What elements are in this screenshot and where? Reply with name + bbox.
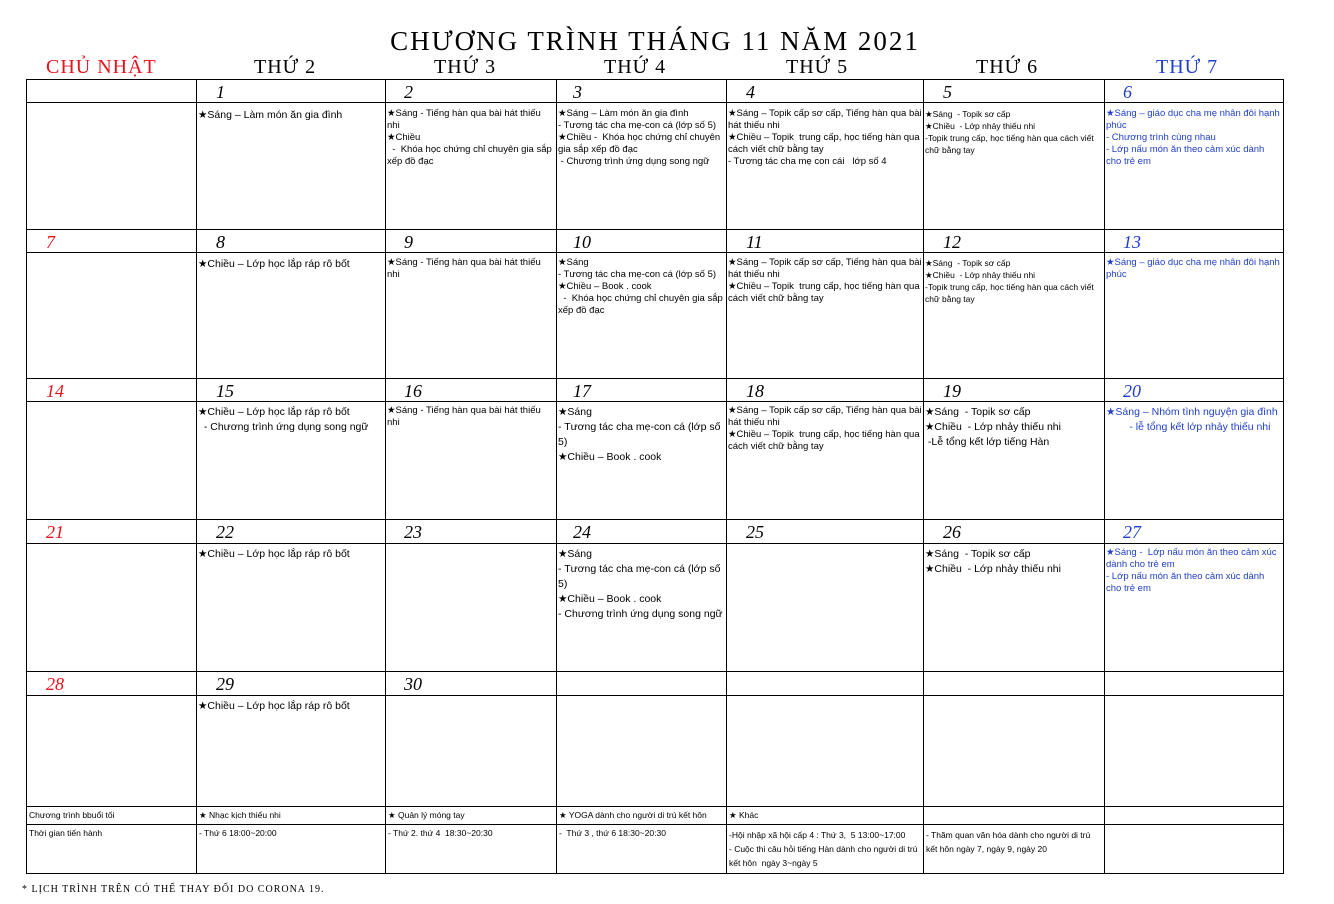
day-number: 28 <box>46 674 64 694</box>
weekday-thursday: THỨ 5 <box>786 56 849 78</box>
day-number: 10 <box>573 232 591 252</box>
event-text: ★Sáng - Lớp nấu món ăn theo cảm xúc dành cho trẻ em - Lớp nấu món ăn theo cảm xúc dành cho trẻ em <box>1106 547 1277 594</box>
day-number: 19 <box>943 381 961 401</box>
schedule-item: -Hội nhập xã hội cấp 4 : Thứ 3, 5 13:00~17:00 - Cuộc thi câu hỏi tiếng Hàn dành cho người di trú kết hôn ngày 3~ngày 5 <box>729 830 918 868</box>
day-number: 25 <box>746 522 764 542</box>
event-text: ★Sáng – Làm món ăn gia đình - Tương tác cha mẹ-con cá (lớp số 5) ★Chiều - Khóa học chứng chỉ chuyên gia sắp xếp đồ đạc - Chương trình ứng dụng song ngữ <box>558 108 721 167</box>
day-number: 30 <box>404 674 422 694</box>
day-number: 1 <box>216 82 225 102</box>
event-text: ★Sáng - Tương tác cha mẹ-con cá (lớp số 5) ★Chiều – Book . cook - Khóa học chứng chỉ chuyên gia sắp xếp đồ đạc <box>558 257 723 316</box>
weekday-sunday: CHỦ NHẬT <box>46 56 157 78</box>
day-number: 5 <box>943 82 952 102</box>
day-number: 24 <box>573 522 591 542</box>
grid-line <box>26 695 1284 696</box>
grid-line <box>26 806 1284 807</box>
event-text: ★Sáng - Tiếng hàn qua bài hát thiếu nhi <box>387 257 544 280</box>
event-text: ★Sáng - Tiếng hàn qua bài hát thiếu nhi <box>387 405 544 428</box>
grid-line <box>26 229 1284 230</box>
event-text: ★Sáng – giáo dục cha mẹ nhân đôi hạnh phúc <box>1106 257 1283 280</box>
event-text: ★Sáng – Nhóm tình nguyện gia đình - lễ tổng kết lớp nhảy thiếu nhi <box>1106 406 1278 433</box>
grid-line <box>923 79 924 874</box>
evening-item: ★ Khác <box>729 810 759 820</box>
event-text: ★Chiều – Lớp học lắp ráp rô bốt <box>198 548 350 560</box>
day-number: 26 <box>943 522 961 542</box>
day-number: 17 <box>573 381 591 401</box>
grid-line <box>1283 79 1284 874</box>
event-text: ★Sáng – Topik cấp sơ cấp, Tiếng hàn qua bài hát thiếu nhi ★Chiều – Topik trung cấp, học tiếng hàn qua cách viết chữ bằng tay - Tương tác cha mẹ con cái lớp số 4 <box>728 108 922 167</box>
day-number: 4 <box>746 82 755 102</box>
footnote: * LỊCH TRÌNH TRÊN CÓ THỂ THAY ĐỔI DO CORONA 19. <box>22 884 325 895</box>
grid-line <box>26 873 1284 874</box>
weekday-tuesday: THỨ 3 <box>434 56 497 78</box>
day-number: 7 <box>46 232 55 252</box>
day-number: 23 <box>404 522 422 542</box>
evening-item: ★ Nhạc kịch thiếu nhi <box>199 810 281 820</box>
grid-line <box>26 519 1284 520</box>
day-number: 21 <box>46 522 64 542</box>
day-number: 11 <box>746 232 763 252</box>
day-number: 3 <box>573 82 582 102</box>
event-text: ★Sáng – Topik cấp sơ cấp, Tiếng hàn qua bài hát thiếu nhi ★Chiều – Topik trung cấp, học tiếng hàn qua cách viết chữ bằng tay <box>728 405 922 452</box>
schedule-item: - Thứ 2. thứ 4 18:30~20:30 <box>388 828 493 838</box>
grid-line <box>1104 79 1105 874</box>
grid-line <box>26 401 1284 402</box>
calendar-grid <box>26 79 1284 874</box>
evening-item: ★ YOGA dành cho người di trú kết hôn <box>559 810 707 820</box>
schedule-item: - Thăm quan văn hóa dành cho người di trú kết hôn ngày 7, ngày 9, ngày 20 <box>926 830 1093 854</box>
event-text: ★Sáng - Topik sơ cấp ★Chiều - Lớp nhảy thiếu nhi -Topik trung cấp, học tiếng hàn qua cách viết chữ bằng tay <box>925 258 1094 304</box>
grid-line <box>26 824 1284 825</box>
day-number: 22 <box>216 522 234 542</box>
weekday-monday: THỨ 2 <box>254 56 317 78</box>
weekday-saturday: THỨ 7 <box>1156 56 1219 78</box>
day-number: 12 <box>943 232 961 252</box>
day-number: 29 <box>216 674 234 694</box>
evening-item: ★ Quản lý móng tay <box>388 810 465 820</box>
day-number: 2 <box>404 82 413 102</box>
event-text: ★Sáng – Làm món ăn gia đình <box>198 109 343 121</box>
day-number: 9 <box>404 232 413 252</box>
event-text: ★Sáng – giáo dục cha mẹ nhân đôi hạnh phúc - Chương trình cùng nhau - Lớp nấu món ăn theo cảm xúc dành cho trẻ em <box>1106 108 1280 167</box>
event-text: ★Chiều – Lớp học lắp ráp rô bốt - Chương trình ứng dụng song ngữ <box>198 406 369 433</box>
event-text: ★Sáng - Tương tác cha mẹ-con cá (lớp số 5) ★Chiều – Book . cook <box>558 406 721 463</box>
schedule-item: - Thứ 6 18:00~20:00 <box>199 828 277 838</box>
schedule-item: - Thứ 3 , thứ 6 18:30~20:30 <box>559 828 666 838</box>
day-number: 16 <box>404 381 422 401</box>
event-text: ★Sáng - Tương tác cha mẹ-con cá (lớp số 5) ★Chiều – Book . cook - Chương trình ứng dụng song ngữ <box>558 548 723 620</box>
grid-line <box>26 102 1284 103</box>
grid-line <box>26 378 1284 379</box>
grid-line <box>385 79 386 874</box>
weekday-friday: THỨ 6 <box>976 56 1039 78</box>
grid-line <box>556 79 557 874</box>
day-number: 27 <box>1123 522 1141 542</box>
grid-line <box>26 671 1284 672</box>
grid-line <box>26 79 27 874</box>
day-number: 6 <box>1123 82 1132 102</box>
event-text: ★Chiều – Lớp học lắp ráp rô bốt <box>198 258 350 270</box>
weekday-wednesday: THỨ 4 <box>604 56 667 78</box>
day-number: 20 <box>1123 381 1141 401</box>
event-text: ★Sáng – Topik cấp sơ cấp, Tiếng hàn qua bài hát thiếu nhi ★Chiều – Topik trung cấp, học tiếng hàn qua cách viết chữ bằng tay <box>728 257 922 304</box>
grid-line <box>26 543 1284 544</box>
grid-line <box>726 79 727 874</box>
event-text: ★Sáng - Topik sơ cấp ★Chiều - Lớp nhảy thiếu nhi -Lễ tổng kết lớp tiếng Hàn <box>925 406 1061 448</box>
evening-label: Chương trình bbuổi tối <box>29 810 115 820</box>
event-text: ★Chiều – Lớp học lắp ráp rô bốt <box>198 700 350 712</box>
day-number: 14 <box>46 381 64 401</box>
grid-line <box>26 79 1284 80</box>
day-number: 13 <box>1123 232 1141 252</box>
page-title: CHƯƠNG TRÌNH THÁNG 11 NĂM 2021 <box>390 26 920 56</box>
schedule-label: Thời gian tiến hành <box>29 828 103 838</box>
event-text: ★Sáng - Topik sơ cấp ★Chiều - Lớp nhảy thiếu nhi -Topik trung cấp, học tiếng hàn qua cách viết chữ bằng tay <box>925 109 1094 155</box>
day-number: 18 <box>746 381 764 401</box>
day-number: 8 <box>216 232 225 252</box>
grid-line <box>196 79 197 874</box>
grid-line <box>26 252 1284 253</box>
day-number: 15 <box>216 381 234 401</box>
weekday-header <box>26 56 1284 78</box>
event-text: ★Sáng - Tiếng hàn qua bài hát thiếu nhi ★Chiều - Khóa học chứng chỉ chuyên gia sắp xếp đồ đạc <box>387 108 552 167</box>
event-text: ★Sáng - Topik sơ cấp ★Chiều - Lớp nhảy thiếu nhi <box>925 548 1061 575</box>
